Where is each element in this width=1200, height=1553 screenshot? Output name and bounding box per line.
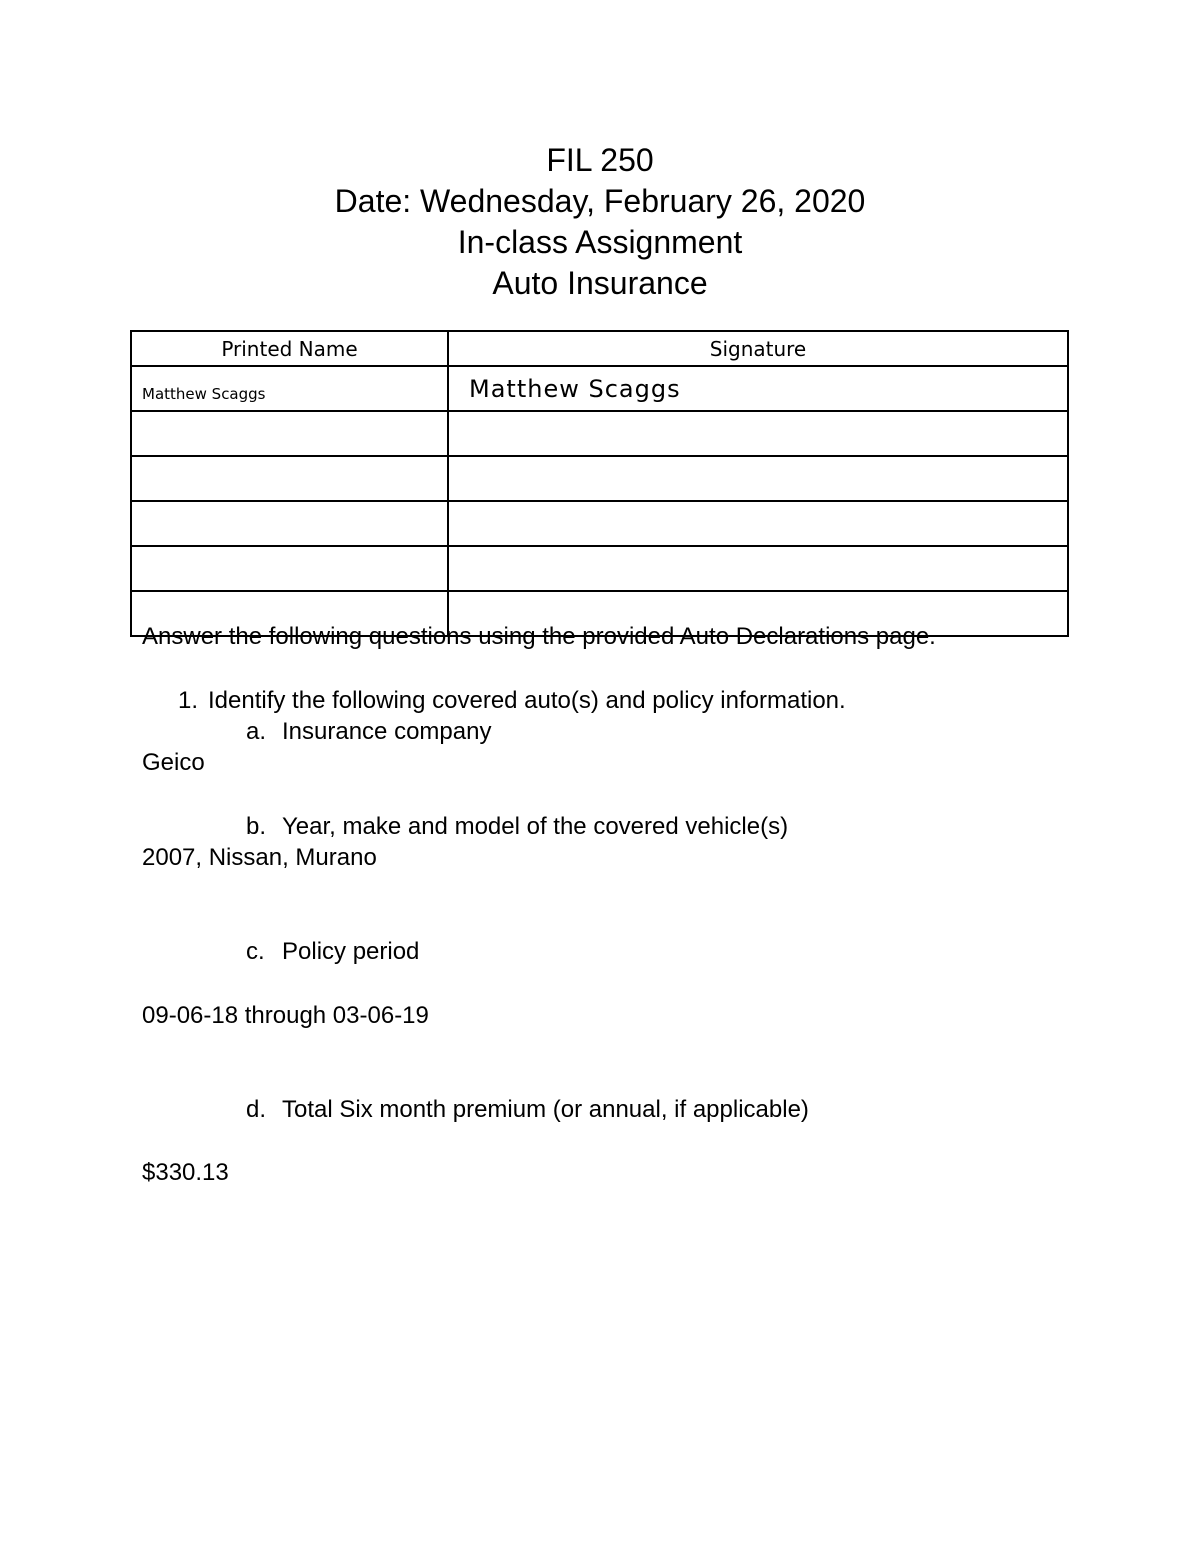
- table-row: [131, 546, 1068, 591]
- answer-a: Geico: [142, 749, 205, 776]
- question-1: [178, 686, 846, 716]
- question-part-a: [246, 717, 491, 747]
- answer-d: $330.13: [142, 1159, 229, 1186]
- signature-header: Signature: [448, 331, 1068, 366]
- part-letter: a.: [246, 718, 267, 745]
- table-row: [131, 456, 1068, 501]
- question-part-c: [246, 937, 419, 967]
- printed-name-cell: [131, 456, 448, 501]
- question-text: Identify the following covered auto(s) and policy information.: [208, 687, 846, 714]
- assignment-topic: Auto Insurance: [492, 265, 708, 301]
- part-text: Policy period: [282, 938, 420, 965]
- instructions-text: Answer the following questions using the provided Auto Declarations page.: [142, 623, 936, 650]
- table-row: [131, 501, 1068, 546]
- assignment-type: In-class Assignment: [457, 224, 743, 260]
- table-header-row: [131, 331, 1068, 366]
- signature-cell: [448, 456, 1068, 501]
- part-text: Insurance company: [282, 718, 492, 745]
- course-title: FIL 250: [546, 142, 654, 178]
- assignment-date: Date: Wednesday, February 26, 2020: [334, 183, 866, 219]
- part-letter: d.: [246, 1096, 267, 1123]
- question-part-b: [246, 812, 788, 842]
- table-row: [131, 411, 1068, 456]
- question-number: 1.: [178, 687, 199, 714]
- printed-name-cell: [131, 411, 448, 456]
- answer-c: 09-06-18 through 03-06-19: [142, 1002, 429, 1029]
- printed-name-header: Printed Name: [131, 331, 448, 366]
- document-header: [0, 140, 1200, 304]
- signature-cell: [448, 411, 1068, 456]
- question-part-d: [246, 1095, 809, 1125]
- part-letter: b.: [246, 813, 267, 840]
- signature-cell: [448, 501, 1068, 546]
- printed-name-cell: [131, 501, 448, 546]
- signature-cell: [448, 546, 1068, 591]
- table-row: [131, 366, 1068, 411]
- printed-name-cell: Matthew Scaggs: [131, 366, 448, 411]
- signature-table: [130, 330, 1069, 637]
- signature-cell: Matthew Scaggs: [448, 366, 1068, 411]
- printed-name-cell: [131, 546, 448, 591]
- part-letter: c.: [246, 938, 265, 965]
- part-text: Total Six month premium (or annual, if applicable): [282, 1096, 809, 1123]
- answer-b: 2007, Nissan, Murano: [142, 844, 377, 871]
- part-text: Year, make and model of the covered vehicle(s): [282, 813, 789, 840]
